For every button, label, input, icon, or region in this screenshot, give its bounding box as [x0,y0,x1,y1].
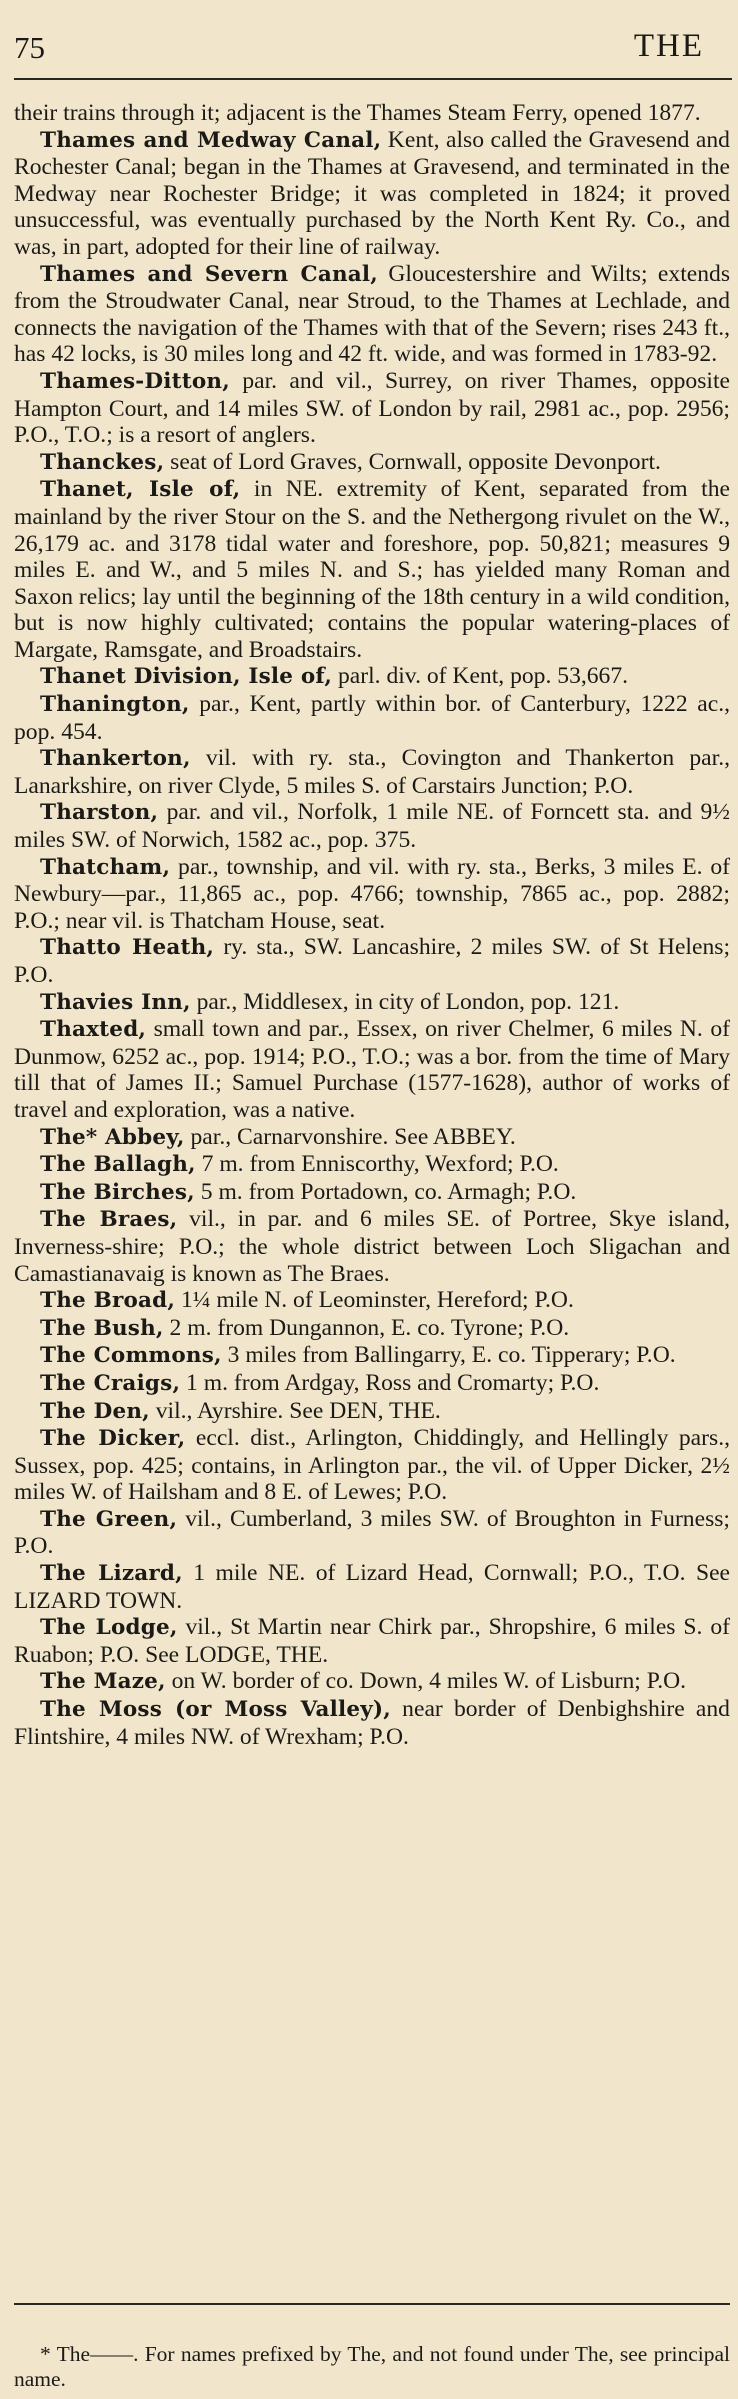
gazetteer-entry [14,799,730,853]
entry-text: 2 m. from Dungannon, E. co. Tyrone; P.O. [163,1314,570,1341]
gazetteer-entry [14,854,730,935]
gazetteer-entry [14,989,730,1017]
entry-headword: The Lodge, [40,1615,178,1641]
entry-text: vil., St Martin near Chirk par., Shropshire, 6 miles S. of Ruabon; P.O. See LODGE, THE. [14,1614,731,1668]
entry-headword: The* Abbey, [40,1124,185,1150]
gazetteer-entry [14,1179,730,1207]
entry-text: 1 m. from Ardgay, Ross and Cromarty; P.O. [180,1369,600,1396]
entry-text: Kent, also called the Gravesend and Rochester Canal; began in the Thames at Gravesend, and terminated in the Medway near Rochester Bridge; it was completed in 1824; it proved unsuccessful, was eventually purchased by the North Kent Ry. Co., and was, in part, adopted for their line of railway. [14,126,730,260]
entry-text: par., township, and vil. with ry. sta., Berks, 3 miles E. of Newbury—par., 11,865 ac., pop. 4766; township, 7865 ac., pop. 2882; P.O.; near vil. is Thatcham House, seat. [14,853,730,934]
entry-headword: Thaxted, [40,1017,147,1043]
entry-text: 1 mile NE. of Lizard Head, Cornwall; P.O., T.O. See LIZARD TOWN. [14,1560,731,1614]
gazetteer-entry [14,449,730,477]
entry-headword: Thavies Inn, [40,989,191,1015]
header-rule [14,78,732,80]
entry-text: parl. div. of Kent, pop. 53,667. [332,663,629,690]
gazetteer-entry [14,100,730,127]
gazetteer-entry [14,1560,730,1614]
running-head: THE [633,28,704,64]
entry-text: 7 m. from Enniscorthy, Wexford; P.O. [195,1151,559,1178]
entry-headword: Thanet, Isle of, [40,477,241,503]
gazetteer-entry [14,1696,730,1750]
entry-headword: The Braes, [40,1207,178,1233]
entry-headword: Thatto Heath, [40,935,215,961]
gazetteer-entry [14,127,730,261]
gazetteer-entry [14,1287,730,1315]
gazetteer-entry [14,691,730,745]
entry-headword: The Broad, [40,1288,176,1314]
page-header [14,0,732,68]
entry-headword: Thankerton, [40,746,191,772]
entry-headword: Thanckes, [40,449,165,475]
entry-headword: The Commons, [40,1343,222,1369]
entry-text: Gloucestershire and Wilts; extends from the Stroudwater Canal, near Stroud, to the Thames at Lechlade, and connects the navigation of the Thames with that of the Severn; rises 243 ft., has 42 locks, is 30 miles long and 42 ft. wide, and was formed in 1783-92. [14,260,730,368]
gazetteer-entry [14,261,730,368]
entry-text: small town and par., Essex, on river Chelmer, 6 miles N. of Dunmow, 6252 ac., pop. 1914; P.O., T.O.; was a bor. from the time of Mary till that of James II.; Samuel Purchase (1577-1628), author of works of travel and exploration, was a native. [14,1016,730,1123]
gazetteer-entry [14,476,730,663]
entry-text: near border of Denbighshire and Flintshire, 4 miles NW. of Wrexham; P.O. [14,1696,730,1750]
entry-text: vil., Cumberland, 3 miles SW. of Broughton in Furness; P.O. [14,1505,730,1560]
entry-headword: The Ballagh, [40,1152,196,1178]
entry-text: par. and vil., Norfolk, 1 mile NE. of Forncett sta. and 9½ miles SW. of Norwich, 1582 ac., pop. 375. [14,799,730,854]
gazetteer-entry [14,1506,730,1560]
entry-text: eccl. dist., Arlington, Chiddingly, and Hellingly pars., Sussex, pop. 425; contains, in Arlington par., the vil. of Upper Dicker, 2½ miles W. of Hailsham and 8 E. of Lewes; P.O. [14,1425,730,1506]
gazetteer-entry [14,368,730,449]
gazetteer-entry [14,1425,730,1506]
entry-headword: The Den, [40,1398,150,1424]
entry-headword: Thames and Severn Canal, [40,261,378,287]
entry-text: 5 m. from Portadown, co. Armagh; P.O. [194,1178,577,1205]
footnote: * The——. For names prefixed by The, and not found under The, see principal name. [14,2341,730,2391]
entry-text: on W. border of co. Down, 4 miles W. of Lisburn; P.O. [165,1668,687,1695]
entry-headword: Thatcham, [40,854,171,880]
entry-text: par., Kent, partly within bor. of Canterbury, 1222 ac., pop. 454. [14,691,730,745]
gazetteer-entry [14,745,730,799]
entry-text: 1¼ mile N. of Leominster, Hereford; P.O. [175,1287,574,1314]
gazetteer-entry [14,1614,730,1668]
entry-text: par., Carnarvonshire. See ABBEY. [184,1123,516,1150]
entry-headword: The Dicker, [40,1426,186,1452]
entry-headword: Thanington, [40,692,190,718]
entry-text: vil. with ry. sta., Covington and Thankerton par., Lanarkshire, on river Clyde, 5 miles S. of Carstairs Junction; P.O. [14,745,730,799]
gazetteer-entry [14,1016,730,1123]
entry-headword: Tharston, [40,800,159,826]
entry-text: 3 miles from Ballingarry, E. co. Tipperary; P.O. [221,1342,676,1369]
entry-headword: The Craigs, [40,1370,181,1396]
gazetteer-entry [14,1124,730,1152]
entry-text: par., Middlesex, in city of London, pop. 121. [190,988,620,1015]
page-number: 75 [14,30,45,65]
gazetteer-entry [14,1151,730,1179]
entry-text: vil., Ayrshire. See DEN, THE. [149,1397,441,1424]
entry-text: par. and vil., Surrey, on river Thames, opposite Hampton Court, and 14 miles SW. of London by rail, 2981 ac., pop. 2956; P.O., T.O.; is a resort of anglers. [14,367,730,449]
entry-headword: The Green, [40,1506,178,1532]
entry-headword: Thanet Division, Isle of, [40,664,333,690]
gazetteer-entry [14,1206,730,1287]
entry-text: ry. sta., SW. Lancashire, 2 miles SW. of St Helens; P.O. [14,934,730,988]
entry-headword: The Bush, [40,1315,164,1341]
gazetteer-entry [14,663,730,691]
entry-headword: Thames and Medway Canal, [40,127,382,153]
footnote-rule [14,2303,730,2305]
gazetteer-entries [14,100,730,1750]
gazetteer-entry [14,1668,730,1696]
entry-text: in NE. extremity of Kent, separated from the mainland by the river Stour on the S. and the Nethergong rivulet on the W., 26,179 ac. and 3178 tidal water and foreshore, pop. 50,821; measures 9 miles E. and W., and 5 miles N. and S.; has yielded many Roman and Saxon relics; lay until the beginning of the 18th century in a wild condition, but is now highly cultivated; contains the popular watering-places of Margate, Ramsgate, and Broadstairs. [14,476,730,663]
gazetteer-entry [14,1342,730,1370]
gazetteer-entry [14,934,730,988]
entry-text: their trains through it; adjacent is the Thames Steam Ferry, opened 1877. [14,100,701,126]
entry-headword: The Moss (or Moss Valley), [40,1697,391,1723]
gazetteer-entry [14,1315,730,1343]
entry-text: seat of Lord Graves, Cornwall, opposite Devonport. [164,448,661,475]
gazetteer-entry [14,1398,730,1426]
gazetteer-entry [14,1370,730,1398]
entry-headword: Thames-Ditton, [40,368,230,394]
entry-text: vil., in par. and 6 miles SE. of Portree, Skye island, Inverness-shire; P.O.; the whole district between Loch Sligachan and Camastianavaig is known as The Braes. [14,1206,730,1287]
entry-headword: The Birches, [40,1179,195,1205]
entry-headword: The Maze, [40,1669,166,1695]
entry-headword: The Lizard, [40,1561,183,1587]
